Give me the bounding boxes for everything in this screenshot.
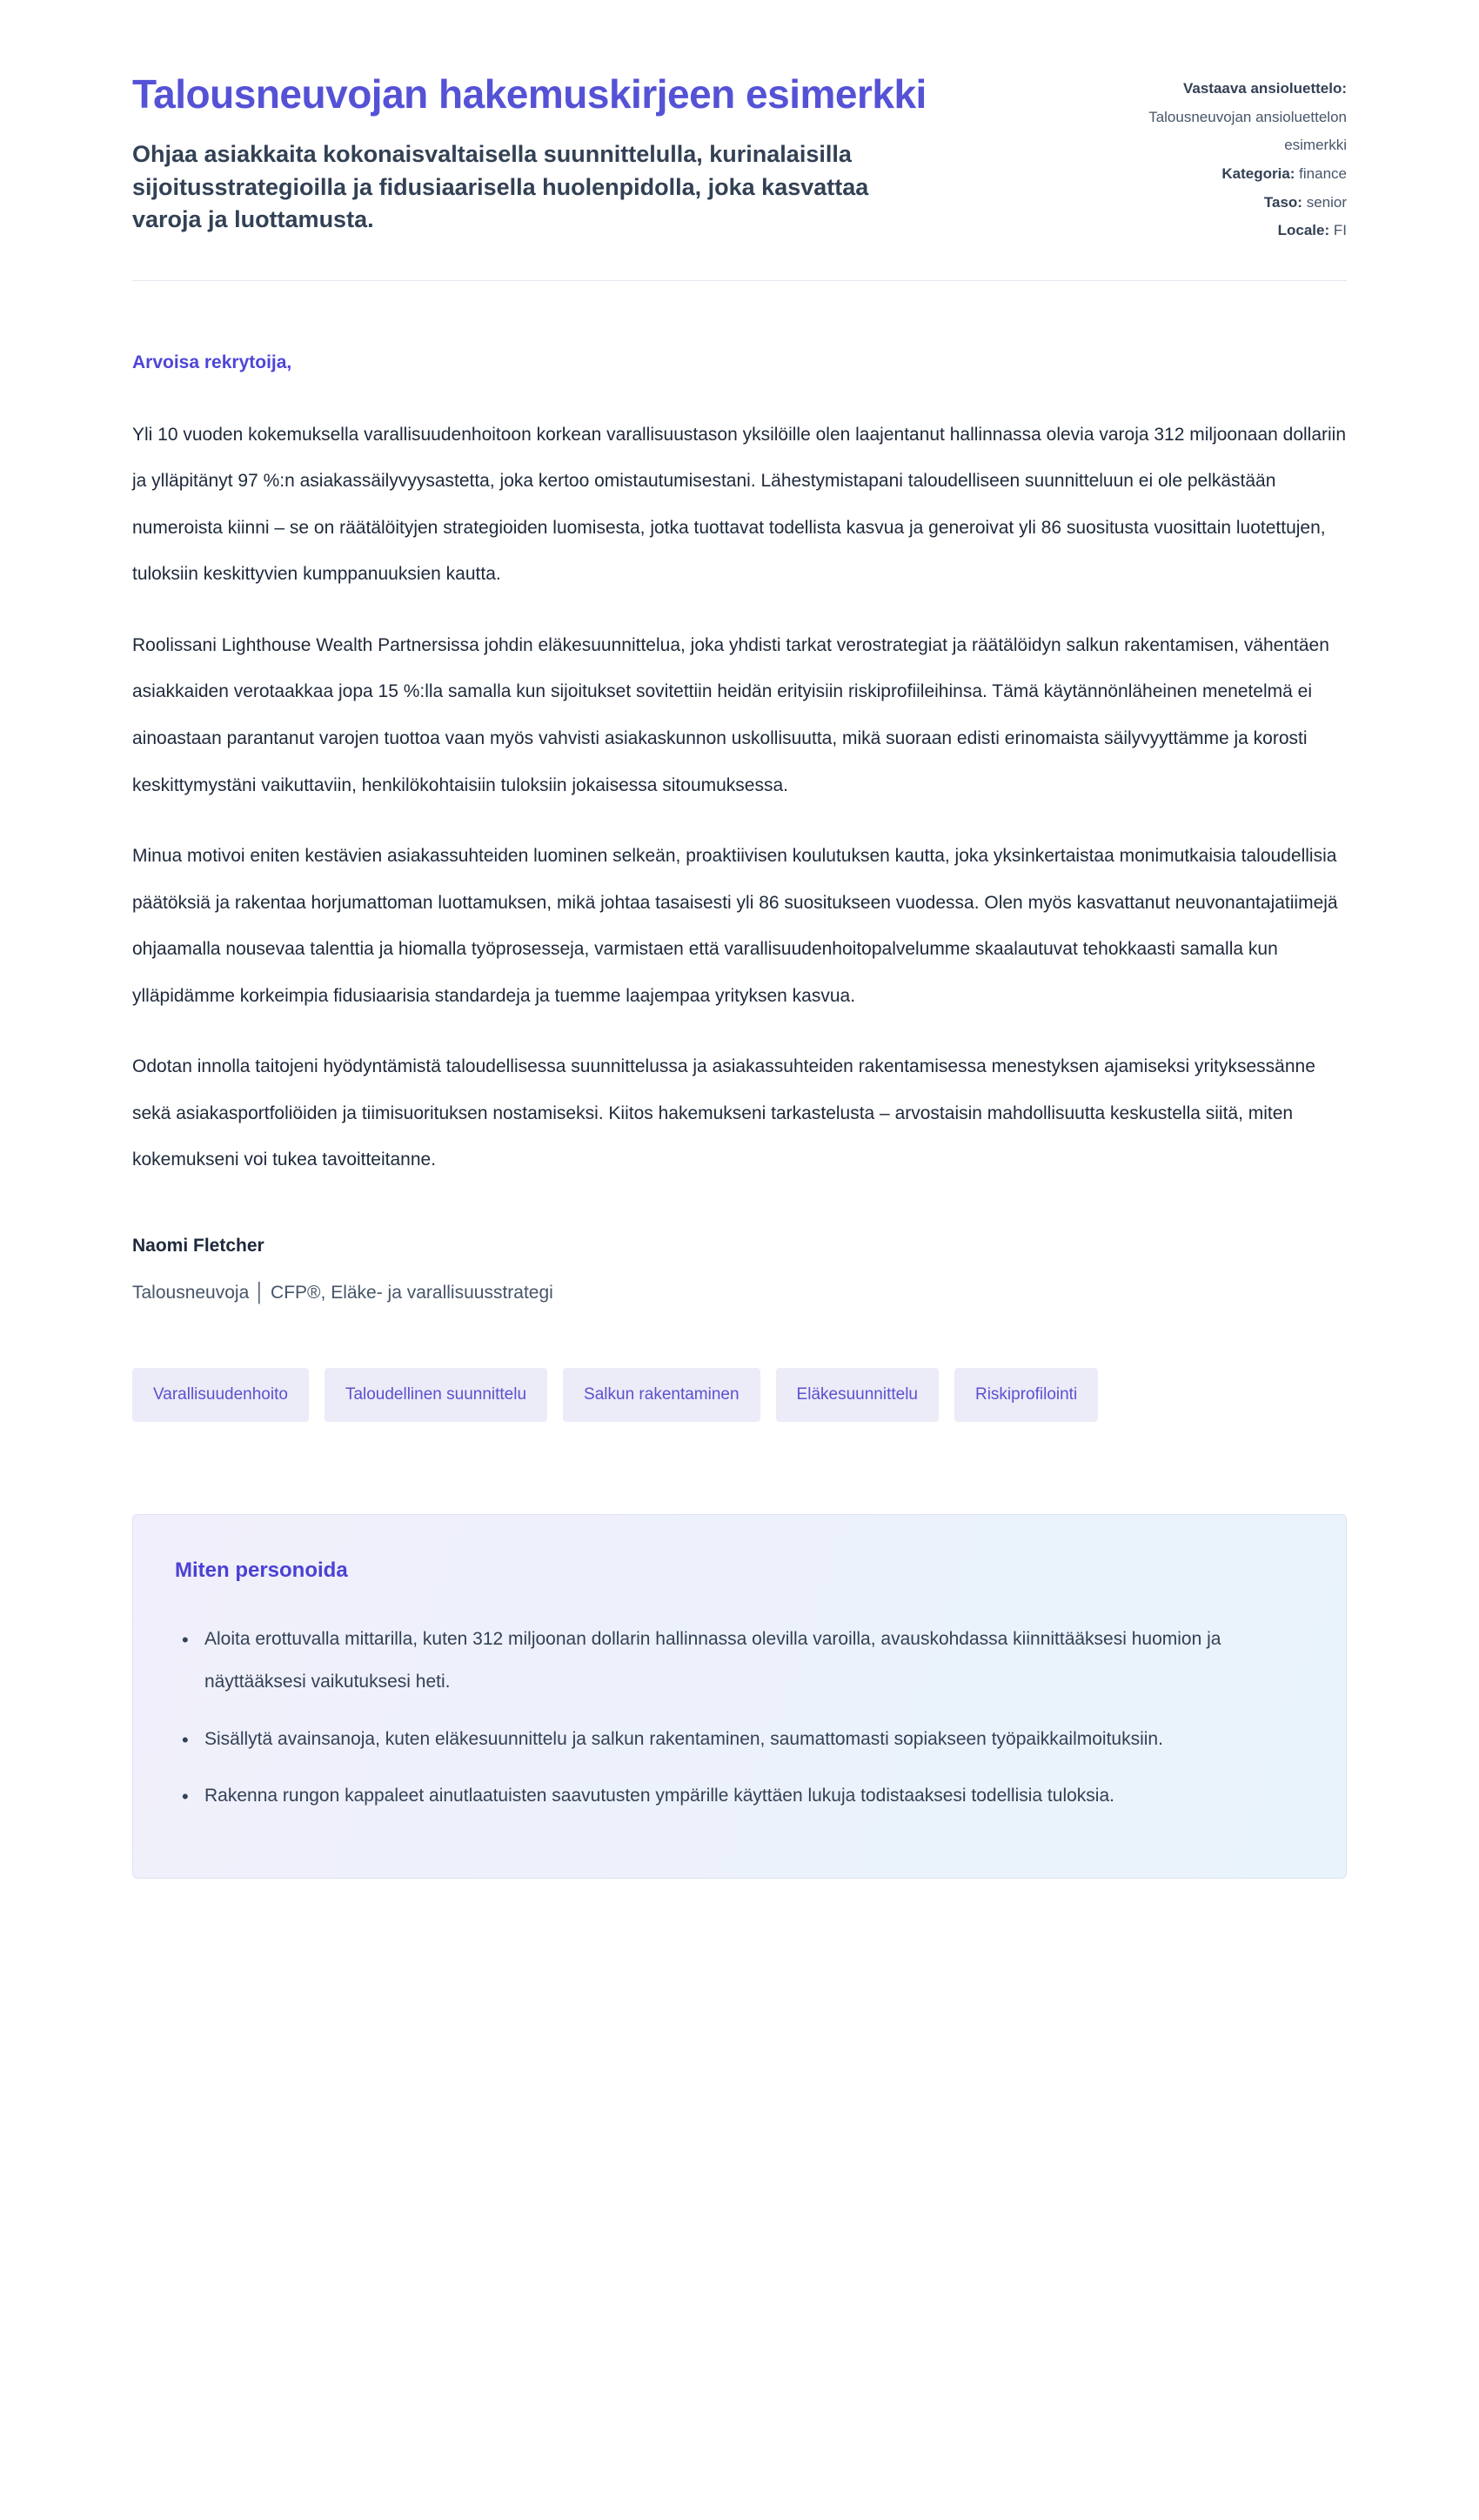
meta-matching-resume — [1086, 75, 1347, 160]
personalize-bullet: • Sisällytä avainsanoja, kuten eläkesuunnittelu ja salkun rakentaminen, saumattomasti sopiakseen työpaikkailmoituksiin. — [175, 1718, 1254, 1760]
letter-paragraph: Minua motivoi eniten kestävien asiakassuhteiden luominen selkeän, proaktiivisen koulutuksen kautta, joka yksinkertaistaa monimutkaisia taloudellisia päätöksiä ja rakentaa horjumattoman luottamuksen, mikä johtaa tasaisesti yli 86 suositukseen vuodessa. Olen myös kasvattanut neuvonantajatiimejä ohjaamalla nousevaa talenttia ja hiomalla työprosesseja, varmistaen että varallisuudenhoitopalvelumme skaalautuvat tehokkaasti samalla kun ylläpidämme korkeimpia fidusiaarisia standardeja ja tuemme laajempaa yrityksen kasvua. — [132, 846, 1338, 1006]
letter-greeting: Arvoisa rekrytoija, — [132, 352, 292, 372]
meta-level — [1086, 189, 1347, 218]
signature-name: Naomi Fletcher — [132, 1235, 264, 1256]
meta-matching-resume-label: Vastaava ansioluettelo: — [1182, 80, 1347, 97]
header — [132, 68, 1347, 245]
tag-chip-elakesuunnittelu[interactable]: Eläkesuunnittelu — [776, 1368, 939, 1422]
meta-panel — [1086, 68, 1347, 245]
cover-letter-body — [132, 352, 1347, 1304]
personalize-title: Miten personoida — [175, 1558, 348, 1582]
meta-category-label: Kategoria: — [1221, 164, 1295, 182]
header-divider — [132, 280, 1347, 281]
tag-list — [132, 1368, 1347, 1422]
meta-level-value: senior — [1306, 193, 1347, 211]
tag-chip-taloudellinen-suunnittelu[interactable]: Taloudellinen suunnittelu — [325, 1368, 547, 1422]
meta-level-label: Taso: — [1263, 193, 1302, 211]
personalize-list — [175, 1618, 1304, 1817]
meta-locale — [1086, 217, 1347, 245]
letter-paragraph: Yli 10 vuoden kokemuksella varallisuudenhoitoon korkean varallisuustason yksilöille olen laajentanut hallinnassa olevia varoja 312 miljoonaan dollariin ja ylläpitänyt 97 %:n asiakassäilyvyysastetta, joka kertoo omistautumisestani. Lähestymistapani taloudelliseen suunnitteluun ei ole pelkästään numeroista kiinni – se on räätälöityjen strategioiden luomisesta, jotka tuottavat todellista kasvua ja generoivat yli 86 suositusta vuosittain luotettujen, tuloksiin keskittyvien kumppanuuksien kautta. — [132, 424, 1347, 585]
personalize-box — [132, 1514, 1347, 1879]
page-title: Talousneuvojan hakemuskirjeen esimerkki — [132, 71, 927, 117]
tag-chip-salkun-rakentaminen[interactable]: Salkun rakentaminen — [563, 1368, 760, 1422]
meta-category-value: finance — [1299, 164, 1347, 182]
tag-chip-varallisuudenhoito[interactable]: Varallisuudenhoito — [132, 1368, 309, 1422]
signature-title: Talousneuvoja │ CFP®, Eläke- ja varallisuusstrategi — [132, 1282, 553, 1303]
header-left — [132, 68, 933, 237]
personalize-bullet: • Rakenna rungon kappaleet ainutlaatuisten saavutusten ympärille käyttäen lukuja todistaaksesi todellisia tuloksia. — [175, 1774, 1254, 1817]
tag-chip-riskiprofilointi[interactable]: Riskiprofilointi — [954, 1368, 1098, 1422]
meta-category — [1086, 160, 1347, 189]
page-subtitle: Ohjaa asiakkaita kokonaisvaltaisella suunnittelulla, kurinalaisilla sijoitusstrategioilla ja fidusiaarisella huolenpidolla, joka kasvattaa varoja ja luottamusta. — [132, 140, 869, 233]
meta-locale-value: FI — [1333, 222, 1347, 239]
personalize-bullet: • Aloita erottuvalla mittarilla, kuten 312 miljoonan dollarin hallinnassa olevilla varoilla, avauskohdassa kiinnittääksesi huomion ja näyttääksesi vaikutuksesi heti. — [175, 1618, 1254, 1704]
meta-matching-resume-value: Talousneuvojan ansioluettelon esimerkki — [1148, 108, 1347, 154]
letter-paragraph: Odotan innolla taitojeni hyödyntämistä taloudellisessa suunnittelussa ja asiakassuhteiden rakentamisessa menestyksen ajamiseksi yrityksessänne sekä asiakasportfoliöiden ja tiimisuorituksen nostamiseksi. Kiitos hakemukseni tarkastelusta – arvostaisin mahdollisuutta keskustella siitä, miten kokemukseni voi tukea tavoitteitanne. — [132, 1056, 1315, 1170]
letter-paragraph: Roolissani Lighthouse Wealth Partnersissa johdin eläkesuunnittelua, joka yhdisti tarkat verostrategiat ja räätälöidyn salkun rakentamisen, vähentäen asiakkaiden verotaakkaa jopa 15 %:lla samalla kun sijoitukset sovitettiin heidän erityisiin riskiprofiileihinsa. Tämä käytännönläheinen menetelmä ei ainoastaan parantanut varojen tuottoa vaan myös vahvisti asiakaskunnon uskollisuutta, mikä suoraan edisti erinomaista säilyvyyttämme ja korosti keskittymystäni vaikuttaviin, henkilökohtaisiin tuloksiin jokaisessa sitoumuksessa. — [132, 634, 1329, 795]
page-container — [132, 0, 1347, 1962]
meta-locale-label: Locale: — [1277, 222, 1330, 239]
